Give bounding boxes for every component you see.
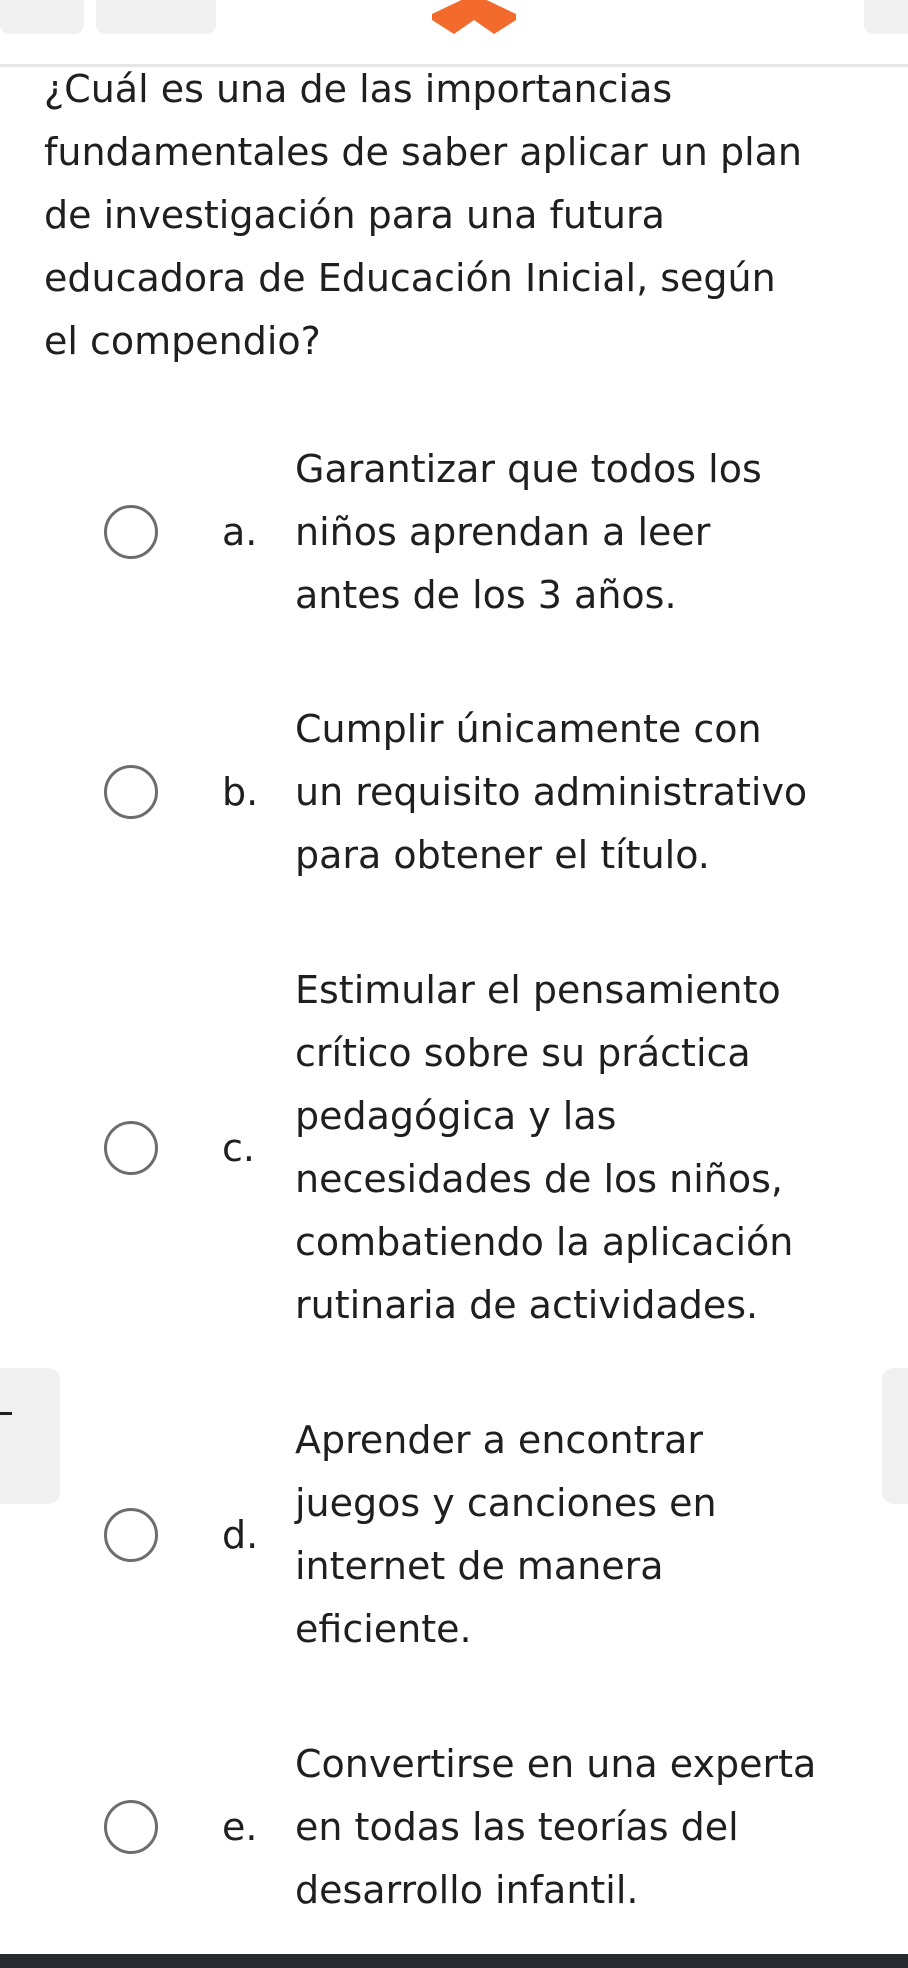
option-line: en todas las teorías del: [295, 1805, 739, 1849]
answer-option-b[interactable]: [0, 698, 908, 887]
option-letter: a.: [222, 510, 258, 554]
option-text: [295, 438, 895, 627]
question-line: educadora de Educación Inicial, según: [44, 256, 776, 300]
option-letter: b.: [222, 770, 259, 814]
option-text: [295, 1733, 895, 1922]
question-text: [44, 58, 896, 373]
option-line: pedagógica y las: [295, 1094, 617, 1138]
answer-option-c[interactable]: [0, 959, 908, 1337]
option-line: Aprender a encontrar: [295, 1418, 704, 1462]
option-line: combatiendo la aplicación: [295, 1220, 794, 1264]
radio-button-b[interactable]: [104, 765, 158, 819]
option-line: eficiente.: [295, 1607, 472, 1651]
option-line: internet de manera: [295, 1544, 664, 1588]
radio-button-e[interactable]: [104, 1800, 158, 1854]
chevron-up-icon[interactable]: [432, 0, 516, 34]
option-line: Estimular el pensamiento: [295, 968, 781, 1012]
option-line: Convertirse en una experta: [295, 1742, 817, 1786]
option-line: necesidades de los niños,: [295, 1157, 783, 1201]
option-line: crítico sobre su práctica: [295, 1031, 751, 1075]
option-line: rutinaria de actividades.: [295, 1283, 759, 1327]
question-line: ¿Cuál es una de las importancias: [44, 67, 673, 111]
option-line: antes de los 3 años.: [295, 573, 677, 617]
radio-button-c[interactable]: [104, 1121, 158, 1175]
option-line: un requisito administrativo: [295, 770, 808, 814]
answer-option-a[interactable]: [0, 438, 908, 627]
nav-tab-previous[interactable]: [0, 0, 84, 34]
question-line: fundamentales de saber aplicar un plan: [44, 130, 802, 174]
option-line: niños aprendan a leer: [295, 510, 711, 554]
answer-option-d[interactable]: [0, 1409, 908, 1661]
bottom-system-bar: [0, 1954, 908, 1968]
option-line: Garantizar que todos los: [295, 447, 762, 491]
option-letter: c.: [222, 1126, 255, 1170]
option-line: juegos y canciones en: [295, 1481, 717, 1525]
option-line: desarrollo infantil.: [295, 1868, 639, 1912]
option-text: [295, 698, 895, 887]
option-text: [295, 1409, 895, 1661]
nav-tab-question[interactable]: [96, 0, 216, 34]
question-line: de investigación para una futura: [44, 193, 665, 237]
option-line: Cumplir únicamente con: [295, 707, 762, 751]
answer-option-e[interactable]: [0, 1733, 908, 1922]
top-navigation-strip: [0, 0, 908, 67]
option-line: para obtener el título.: [295, 833, 710, 877]
nav-tab-next[interactable]: [864, 0, 908, 34]
radio-button-a[interactable]: [104, 505, 158, 559]
radio-button-d[interactable]: [104, 1508, 158, 1562]
option-letter: e.: [222, 1805, 258, 1849]
option-letter: d.: [222, 1513, 259, 1557]
option-text: [295, 959, 895, 1337]
question-line: el compendio?: [44, 319, 321, 363]
